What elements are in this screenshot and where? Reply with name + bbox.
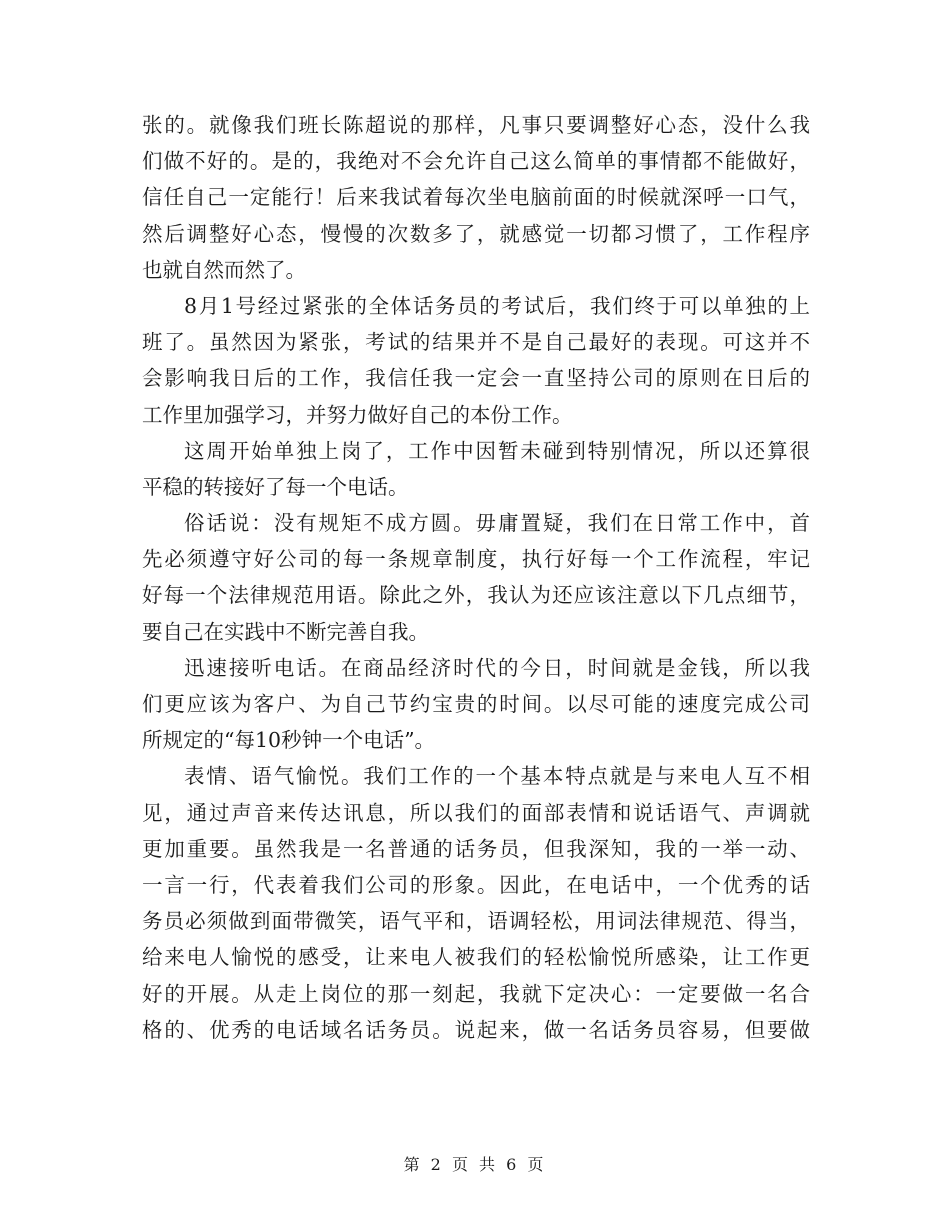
paragraph-line: 工作里加强学习，并努力做好自己的本份工作。 [142,402,573,427]
paragraph [142,505,810,650]
paragraph-line: 们做不好的。是的，我绝对不会允许自己这么简单的事情都不能做好， [142,149,810,174]
document-body [142,107,810,1048]
paragraph-line: 见，通过声音来传达讯息，所以我们的面部表情和说话语气、声调就 [142,800,810,825]
paragraph [142,650,810,759]
paragraph-line: 要自己在实践中不断完善自我。 [142,619,429,644]
paragraph-line: 好的开展。从走上岗位的那一刻起，我就下定决心：一定要做一名合 [142,981,810,1006]
paragraph-line: 俗话说：没有规矩不成方圆。毋庸置疑，我们在日常工作中，首 [184,511,810,536]
paragraph [142,107,810,288]
paragraph-line: 班了。虽然因为紧张，考试的结果并不是自己最好的表现。可这并不 [142,330,810,355]
paragraph-line: 务员必须做到面带微笑，语气平和，语调轻松，用词法律规范、得当， [142,909,810,934]
page-footer: 第 2 页 共 6 页 [403,1155,547,1174]
paragraph-line: 迅速接听电话。在商品经济时代的今日，时间就是金钱，所以我 [184,655,810,680]
paragraph-line: 好每一个法律规范用语。除此之外，我认为还应该注意以下几点细节， [142,583,810,608]
paragraph-line: 给来电人愉悦的感受，让来电人被我们的轻松愉悦所感染，让工作更 [142,945,810,970]
paragraph-line: 先必须遵守好公司的每一条规章制度，执行好每一个工作流程，牢记 [142,547,810,572]
paragraph-line: 格的、优秀的电话域名话务员。说起来，做一名话务员容易，但要做 [142,1017,810,1042]
paragraph-line: 然后调整好心态，慢慢的次数多了，就感觉一切都习惯了，工作程序 [142,221,810,246]
paragraph-line: 信任自己一定能行！后来我试着每次坐电脑前面的时候就深呼一口气， [142,185,810,210]
paragraph-line: 这周开始单独上岗了，工作中因暂未碰到特别情况，所以还算很 [184,438,810,463]
paragraph-line: 张的。就像我们班长陈超说的那样，凡事只要调整好心态，没什么我 [142,113,810,137]
paragraph [142,433,810,505]
paragraph [142,758,810,1048]
paragraph [142,288,810,433]
paragraph-line: 会影响我日后的工作，我信任我一定会一直坚持公司的原则在日后的 [142,366,810,391]
paragraph-line: 也就自然而然了。 [142,257,306,282]
paragraph-line: 们更应该为客户、为自己节约宝贵的时间。以尽可能的速度完成公司 [142,692,810,716]
paragraph-line: 一言一行，代表着我们公司的形象。因此，在电话中，一个优秀的话 [142,872,810,897]
paragraph-line: 平稳的转接好了每一个电话。 [142,474,409,499]
paragraph-line: 8月1号经过紧张的全体话务员的考试后，我们终于可以单独的上 [184,293,810,318]
paragraph-line: 更加重要。虽然我是一名普通的话务员，但我深知，我的一举一动、 [142,836,810,861]
paragraph-line: 表情、语气愉悦。我们工作的一个基本特点就是与来电人互不相 [184,764,810,789]
paragraph-line: 所规定的“每10秒钟一个电话”。 [142,728,436,753]
